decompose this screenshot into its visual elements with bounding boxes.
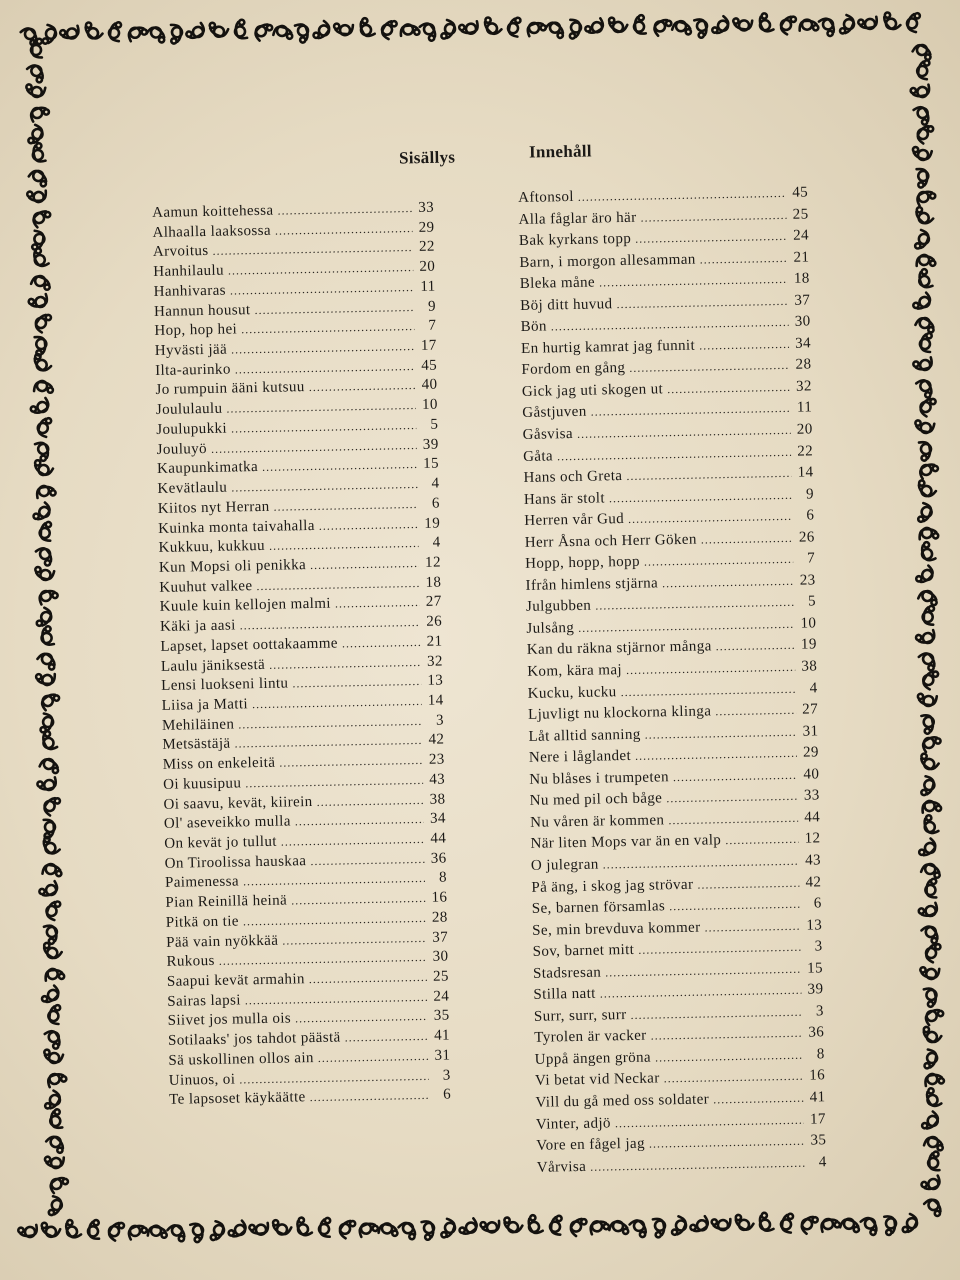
dot-leader bbox=[557, 444, 791, 463]
entry-title: Kom, kära maj bbox=[527, 662, 623, 680]
entry-title: Kiitos nyt Herran bbox=[157, 498, 270, 517]
dot-leader bbox=[664, 1069, 804, 1087]
dot-leader bbox=[551, 315, 789, 335]
heading-finnish: Sisällys bbox=[398, 147, 456, 168]
entry-title: Gick jag uti skogen ut bbox=[521, 381, 664, 400]
dot-leader bbox=[668, 811, 798, 828]
entry-page-number: 42 bbox=[428, 731, 445, 749]
dot-leader bbox=[235, 359, 416, 377]
entry-title: Alhaalla laaksossa bbox=[152, 222, 272, 241]
entry-title: En hurtig kamrat jag funnit bbox=[520, 337, 696, 357]
entry-page-number: 26 bbox=[426, 613, 443, 630]
dot-leader bbox=[252, 694, 422, 712]
dot-leader bbox=[262, 457, 417, 475]
entry-title: Vi betat vid Neckar bbox=[534, 1070, 660, 1090]
entry-page-number: 31 bbox=[434, 1047, 451, 1064]
dot-leader bbox=[716, 638, 795, 655]
dot-leader bbox=[243, 911, 426, 930]
entry-page-number: 6 bbox=[443, 1086, 452, 1103]
entry-page-number: 40 bbox=[803, 766, 820, 783]
entry-title: Laulu jäniksestä bbox=[160, 656, 266, 675]
entry-title: Kukkuu, kukkuu bbox=[158, 538, 266, 557]
entry-title: Siivet jos mulla ois bbox=[167, 1010, 292, 1030]
entry-page-number: 18 bbox=[793, 270, 810, 287]
dot-leader bbox=[626, 466, 791, 484]
entry-page-number: 23 bbox=[799, 572, 816, 589]
entry-page-number: 22 bbox=[797, 442, 814, 460]
entry-page-number: 43 bbox=[804, 852, 822, 869]
entry-page-number: 8 bbox=[816, 1046, 825, 1063]
dot-leader bbox=[650, 1026, 802, 1044]
entry-page-number: 40 bbox=[421, 377, 438, 394]
entry-title: Vill du gå med oss soldater bbox=[535, 1091, 710, 1111]
entry-page-number: 4 bbox=[432, 534, 441, 551]
entry-title: Saapui kevät armahin bbox=[166, 971, 306, 990]
entry-title: Lensi luokseni lintu bbox=[161, 675, 289, 695]
entry-page-number: 23 bbox=[428, 751, 445, 768]
dot-leader bbox=[725, 832, 799, 848]
entry-title: Aamun koittehessa bbox=[152, 202, 274, 221]
entry-page-number: 14 bbox=[427, 692, 444, 709]
dot-leader bbox=[231, 418, 417, 437]
dot-leader bbox=[577, 423, 791, 442]
dot-leader bbox=[243, 871, 425, 889]
entry-page-number: 36 bbox=[430, 850, 447, 867]
dot-leader bbox=[603, 854, 800, 873]
entry-title: Sov, barnet mitt bbox=[532, 942, 635, 960]
entry-title: Joululaulu bbox=[155, 400, 223, 419]
dot-leader bbox=[254, 300, 414, 318]
entry-title: Kuinka monta taivahalla bbox=[158, 517, 315, 537]
entry-page-number: 38 bbox=[801, 658, 818, 675]
entry-title: Pitkä on tie bbox=[165, 913, 240, 931]
entry-page-number: 12 bbox=[424, 554, 442, 571]
dot-leader bbox=[310, 556, 419, 573]
dot-leader bbox=[245, 773, 423, 791]
entry-title: Käki ja aasi bbox=[159, 617, 236, 636]
entry-title: Ifrån himlens stjärna bbox=[525, 575, 659, 594]
dot-leader bbox=[310, 852, 425, 869]
entry-page-number: 44 bbox=[804, 809, 821, 826]
dot-leader bbox=[578, 617, 794, 636]
dot-leader bbox=[230, 280, 414, 299]
entry-page-number: 10 bbox=[800, 615, 817, 632]
dot-leader bbox=[240, 615, 421, 633]
dot-leader bbox=[317, 792, 424, 809]
dot-leader bbox=[226, 398, 416, 417]
entry-page-number: 6 bbox=[431, 495, 440, 512]
entry-title: Nu blåses i trumpeten bbox=[529, 768, 670, 788]
dot-leader bbox=[662, 574, 794, 592]
entry-page-number: 27 bbox=[802, 701, 819, 718]
entry-title: Arvoitus bbox=[152, 243, 209, 261]
dot-leader bbox=[211, 438, 417, 457]
entry-title: Miss on enkeleitä bbox=[162, 754, 276, 774]
entry-page-number: 25 bbox=[432, 968, 450, 985]
entry-title: Gåstjuven bbox=[522, 404, 587, 422]
entry-page-number: 7 bbox=[807, 550, 816, 567]
dot-leader bbox=[295, 1009, 428, 1027]
entry-title: På äng, i skog jag strövar bbox=[531, 876, 694, 896]
entry-page-number: 45 bbox=[792, 184, 809, 201]
entry-page-number: 4 bbox=[809, 679, 818, 697]
entry-page-number: 33 bbox=[418, 199, 435, 216]
entry-page-number: 30 bbox=[432, 948, 449, 966]
dot-leader bbox=[609, 487, 792, 506]
dot-leader bbox=[635, 746, 797, 764]
dot-leader bbox=[649, 1134, 805, 1152]
dot-leader bbox=[638, 940, 801, 958]
entry-page-number: 30 bbox=[794, 313, 811, 330]
entry-title: Oi kuusipuu bbox=[162, 775, 242, 793]
entry-page-number: 3 bbox=[442, 1067, 451, 1084]
entry-page-number: 25 bbox=[792, 205, 809, 223]
entry-page-number: 31 bbox=[802, 723, 819, 740]
entry-page-number: 13 bbox=[806, 916, 823, 934]
dot-leader bbox=[645, 724, 797, 742]
entry-title: Julgubben bbox=[525, 598, 592, 616]
entry-page-number: 34 bbox=[429, 810, 446, 828]
entry-page-number: 26 bbox=[798, 529, 815, 546]
dot-leader bbox=[309, 1088, 429, 1105]
entry-title: Nere i låglandet bbox=[528, 748, 632, 767]
entry-title: Hans och Greta bbox=[523, 468, 623, 487]
entry-page-number: 37 bbox=[432, 929, 449, 946]
entry-page-number: 29 bbox=[802, 744, 820, 761]
entry-title: Se, barnen församlas bbox=[531, 898, 666, 917]
dot-leader bbox=[655, 1048, 803, 1066]
dot-leader bbox=[219, 950, 427, 969]
entry-title: Låt alltid sanning bbox=[528, 726, 641, 745]
entry-title: Tyrolen är vacker bbox=[534, 1028, 647, 1047]
dot-leader bbox=[335, 595, 420, 612]
entry-page-number: 7 bbox=[428, 317, 437, 335]
entry-page-number: 9 bbox=[805, 486, 815, 503]
entry-title: Kucku, kucku bbox=[527, 683, 617, 702]
dot-leader bbox=[239, 1068, 429, 1087]
entry-title: On Tiroolissa hauskaa bbox=[164, 852, 307, 872]
entry-title: Herren vår Gud bbox=[524, 511, 625, 530]
entry-title: O julegran bbox=[530, 856, 599, 874]
entry-title: Hans är stolt bbox=[523, 490, 606, 508]
dot-leader bbox=[238, 714, 422, 733]
entry-title: Hop, hop hei bbox=[154, 321, 238, 340]
entry-title: Ilta-aurinko bbox=[155, 361, 231, 379]
dot-leader bbox=[241, 319, 415, 337]
dot-leader bbox=[628, 509, 793, 527]
entry-page-number: 17 bbox=[809, 1110, 827, 1128]
entry-title: Liisa ja Matti bbox=[161, 696, 249, 714]
entry-title: Bleka måne bbox=[519, 274, 596, 293]
entry-page-number: 22 bbox=[418, 239, 436, 256]
entry-page-number: 6 bbox=[813, 895, 822, 912]
entry-title: Uinuos, oi bbox=[168, 1071, 236, 1089]
dot-leader bbox=[595, 595, 794, 614]
entry-page-number: 9 bbox=[427, 298, 437, 315]
entry-title: Alla fåglar äro här bbox=[518, 209, 637, 228]
entry-title: Aftonsol bbox=[518, 188, 574, 206]
dot-leader bbox=[644, 552, 794, 570]
heading-swedish: Innehåll bbox=[528, 141, 593, 162]
entry-title: Surr, surr, surr bbox=[533, 1006, 627, 1025]
entry-page-number: 34 bbox=[795, 335, 812, 352]
entry-page-number: 15 bbox=[807, 959, 824, 977]
entry-page-number: 17 bbox=[420, 337, 437, 354]
entry-title: Stilla natt bbox=[533, 985, 596, 1004]
entry-title: Kuule kuin kellojen malmi bbox=[159, 596, 332, 616]
entry-title: Kan du räkna stjärnor många bbox=[526, 638, 712, 659]
entry-page-number: 8 bbox=[438, 869, 448, 887]
dot-leader bbox=[275, 221, 413, 239]
entry-title: Jo rumpuin ääni kutsuu bbox=[155, 379, 305, 399]
dot-leader bbox=[605, 961, 801, 980]
entry-title: Pian Reinillä heinä bbox=[165, 892, 288, 912]
dot-leader bbox=[245, 990, 428, 1008]
entry-title: Paimenessa bbox=[164, 873, 240, 892]
entry-title: När liten Mops var än en valp bbox=[530, 832, 722, 853]
entry-page-number: 19 bbox=[800, 636, 817, 654]
toc-finnish bbox=[152, 200, 451, 1112]
dot-leader bbox=[697, 875, 799, 892]
entry-title: Sotilaaks' jos tahdot päästä bbox=[167, 1029, 341, 1050]
entry-title: Vårvisa bbox=[536, 1158, 587, 1176]
dot-leader bbox=[715, 703, 796, 720]
dot-leader bbox=[256, 576, 419, 594]
entry-title: Kevätlaulu bbox=[157, 479, 228, 498]
entry-title: Nu med pil och båge bbox=[529, 790, 663, 810]
dot-leader bbox=[666, 789, 798, 807]
entry-page-number: 21 bbox=[426, 633, 443, 650]
entry-title: Oi saavu, kevät, kiirein bbox=[163, 793, 313, 813]
dot-leader bbox=[578, 186, 787, 205]
entry-title: Sä uskollinen ollos ain bbox=[168, 1049, 315, 1069]
dot-leader bbox=[626, 660, 795, 678]
dot-leader bbox=[701, 531, 793, 548]
entry-title: Vinter, adjö bbox=[535, 1114, 612, 1133]
entry-title: Se, min brevduva kommer bbox=[532, 919, 701, 939]
entry-page-number: 11 bbox=[796, 399, 813, 417]
entry-title: Pää vain nyökkää bbox=[166, 932, 279, 951]
entry-title: Jouluyö bbox=[156, 440, 208, 458]
entry-page-number: 28 bbox=[431, 909, 448, 926]
entry-page-number: 35 bbox=[810, 1132, 827, 1149]
dot-leader bbox=[704, 918, 800, 935]
entry-page-number: 38 bbox=[429, 791, 446, 808]
entry-page-number: 3 bbox=[435, 712, 445, 729]
entry-page-number: 16 bbox=[809, 1067, 826, 1084]
entry-title: Hannun housut bbox=[153, 301, 251, 320]
dot-leader bbox=[292, 674, 421, 691]
dot-leader bbox=[591, 401, 791, 420]
dot-leader bbox=[231, 339, 415, 358]
entry-title: Kun Mopsi oli penikka bbox=[158, 557, 307, 576]
entry-page-number: 15 bbox=[423, 455, 440, 473]
entry-title: Vore en fågel jag bbox=[536, 1135, 646, 1154]
entry-title: Herr Åsna och Herr Göken bbox=[524, 531, 697, 551]
entry-page-number: 35 bbox=[433, 1007, 450, 1025]
entry-page-number: 44 bbox=[430, 830, 447, 847]
entry-page-number: 3 bbox=[814, 938, 823, 955]
entry-page-number: 43 bbox=[429, 771, 446, 788]
dot-leader bbox=[228, 260, 414, 279]
entry-title: Gåsvisa bbox=[522, 426, 574, 443]
entry-page-number: 37 bbox=[794, 292, 811, 309]
entry-title: Rukous bbox=[166, 953, 215, 971]
entry-page-number: 12 bbox=[804, 830, 821, 848]
entry-page-number: 21 bbox=[793, 249, 810, 266]
entry-page-number: 27 bbox=[425, 593, 442, 611]
entry-title: Barn, i morgon allesamman bbox=[519, 251, 696, 271]
entry-title: Hanhivaras bbox=[153, 282, 227, 300]
entry-title: Kaupunkimatka bbox=[156, 459, 259, 478]
entry-title: Julsång bbox=[526, 619, 575, 637]
entry-page-number: 29 bbox=[418, 219, 435, 236]
toc-swedish bbox=[518, 184, 827, 1181]
dot-leader bbox=[309, 970, 427, 987]
entry-title: Metsästäjä bbox=[162, 735, 231, 754]
entry-title: Böj ditt huvud bbox=[520, 295, 613, 314]
dot-leader bbox=[699, 337, 789, 354]
entry-page-number: 20 bbox=[419, 258, 436, 276]
entry-title: Stadsresan bbox=[532, 964, 602, 982]
dot-leader bbox=[635, 229, 787, 247]
entry-title: Kuuhut valkee bbox=[159, 577, 253, 596]
dot-leader bbox=[277, 201, 412, 219]
dot-leader bbox=[616, 294, 788, 312]
entry-page-number: 4 bbox=[818, 1153, 827, 1171]
dot-leader bbox=[279, 753, 423, 771]
entry-page-number: 39 bbox=[807, 981, 824, 998]
dot-leader bbox=[590, 1155, 805, 1174]
entry-title: Gåta bbox=[522, 447, 554, 465]
entry-page-number: 24 bbox=[433, 988, 450, 1005]
dot-leader bbox=[630, 1004, 802, 1022]
entry-page-number: 24 bbox=[792, 227, 810, 244]
dot-leader bbox=[291, 891, 426, 909]
dot-leader bbox=[234, 733, 422, 752]
entry-title: Ljuvligt nu klockorna klinga bbox=[527, 703, 712, 724]
entry-page-number: 32 bbox=[426, 653, 443, 670]
entry-title: Hanhilaulu bbox=[153, 262, 225, 281]
entry-page-number: 45 bbox=[421, 357, 438, 374]
dot-leader bbox=[615, 1112, 804, 1131]
dot-leader bbox=[269, 654, 421, 672]
entry-title: Hopp, hopp, hopp bbox=[525, 554, 641, 573]
dot-leader bbox=[600, 983, 802, 1002]
dot-leader bbox=[669, 897, 800, 915]
entry-page-number: 4 bbox=[431, 475, 440, 492]
dot-leader bbox=[620, 681, 795, 699]
entry-page-number: 42 bbox=[805, 873, 822, 891]
dot-leader bbox=[667, 380, 790, 397]
entry-title: Te lapsoset käykäätte bbox=[169, 1089, 306, 1109]
entry-page-number: 5 bbox=[807, 593, 817, 610]
entry-page-number: 3 bbox=[815, 1003, 824, 1020]
dot-leader bbox=[345, 1029, 429, 1046]
dot-leader bbox=[713, 1091, 804, 1108]
entry-page-number: 10 bbox=[421, 396, 439, 414]
entry-title: Hyvästi jää bbox=[154, 341, 228, 360]
entry-page-number: 41 bbox=[809, 1089, 826, 1106]
entry-title: Uppå ängen gröna bbox=[534, 1049, 652, 1068]
dot-leader bbox=[281, 832, 425, 850]
entry-title: Joulupukki bbox=[156, 420, 228, 438]
entry-page-number: 32 bbox=[795, 378, 812, 395]
dot-leader bbox=[342, 635, 421, 652]
entry-title: Mehiläinen bbox=[161, 716, 235, 734]
dot-leader bbox=[269, 536, 419, 554]
entry-title: Bak kyrkans topp bbox=[518, 230, 632, 250]
dot-leader bbox=[295, 812, 424, 829]
entry-title: Ol' aseveikko mulla bbox=[163, 813, 291, 833]
dot-leader bbox=[319, 516, 419, 533]
entry-page-number: 13 bbox=[427, 672, 444, 690]
entry-page-number: 18 bbox=[425, 574, 442, 591]
entry-title: Lapset, lapset oottakaamme bbox=[160, 635, 339, 655]
dot-leader bbox=[640, 207, 786, 225]
dot-leader bbox=[212, 240, 413, 259]
entry-page-number: 41 bbox=[434, 1027, 451, 1044]
entry-page-number: 19 bbox=[424, 515, 441, 532]
entry-title: On kevät jo tullut bbox=[164, 833, 278, 852]
entry-page-number: 33 bbox=[803, 787, 820, 804]
entry-page-number: 5 bbox=[430, 416, 439, 433]
entry-title: Fordom en gång bbox=[521, 360, 626, 379]
dot-leader bbox=[282, 930, 426, 948]
entry-page-number: 28 bbox=[795, 356, 812, 374]
entry-page-number: 11 bbox=[420, 278, 436, 295]
entry-page-number: 16 bbox=[431, 889, 448, 906]
dot-leader bbox=[599, 272, 788, 291]
entry-page-number: 20 bbox=[796, 421, 813, 438]
dot-leader bbox=[318, 1049, 429, 1066]
dot-leader bbox=[309, 378, 416, 395]
entry-page-number: 36 bbox=[808, 1024, 825, 1041]
dot-leader bbox=[700, 250, 788, 267]
entry-page-number: 14 bbox=[797, 464, 814, 481]
dot-leader bbox=[273, 497, 417, 515]
entry-title: Bön bbox=[520, 318, 548, 336]
entry-page-number: 6 bbox=[806, 507, 815, 524]
dot-leader bbox=[231, 477, 417, 496]
dot-leader bbox=[673, 768, 798, 785]
dot-leader bbox=[629, 358, 789, 376]
entry-title: Sairas lapsi bbox=[167, 992, 241, 1010]
entry-title: Nu våren är kommen bbox=[529, 812, 665, 831]
entry-page-number: 39 bbox=[422, 436, 439, 453]
